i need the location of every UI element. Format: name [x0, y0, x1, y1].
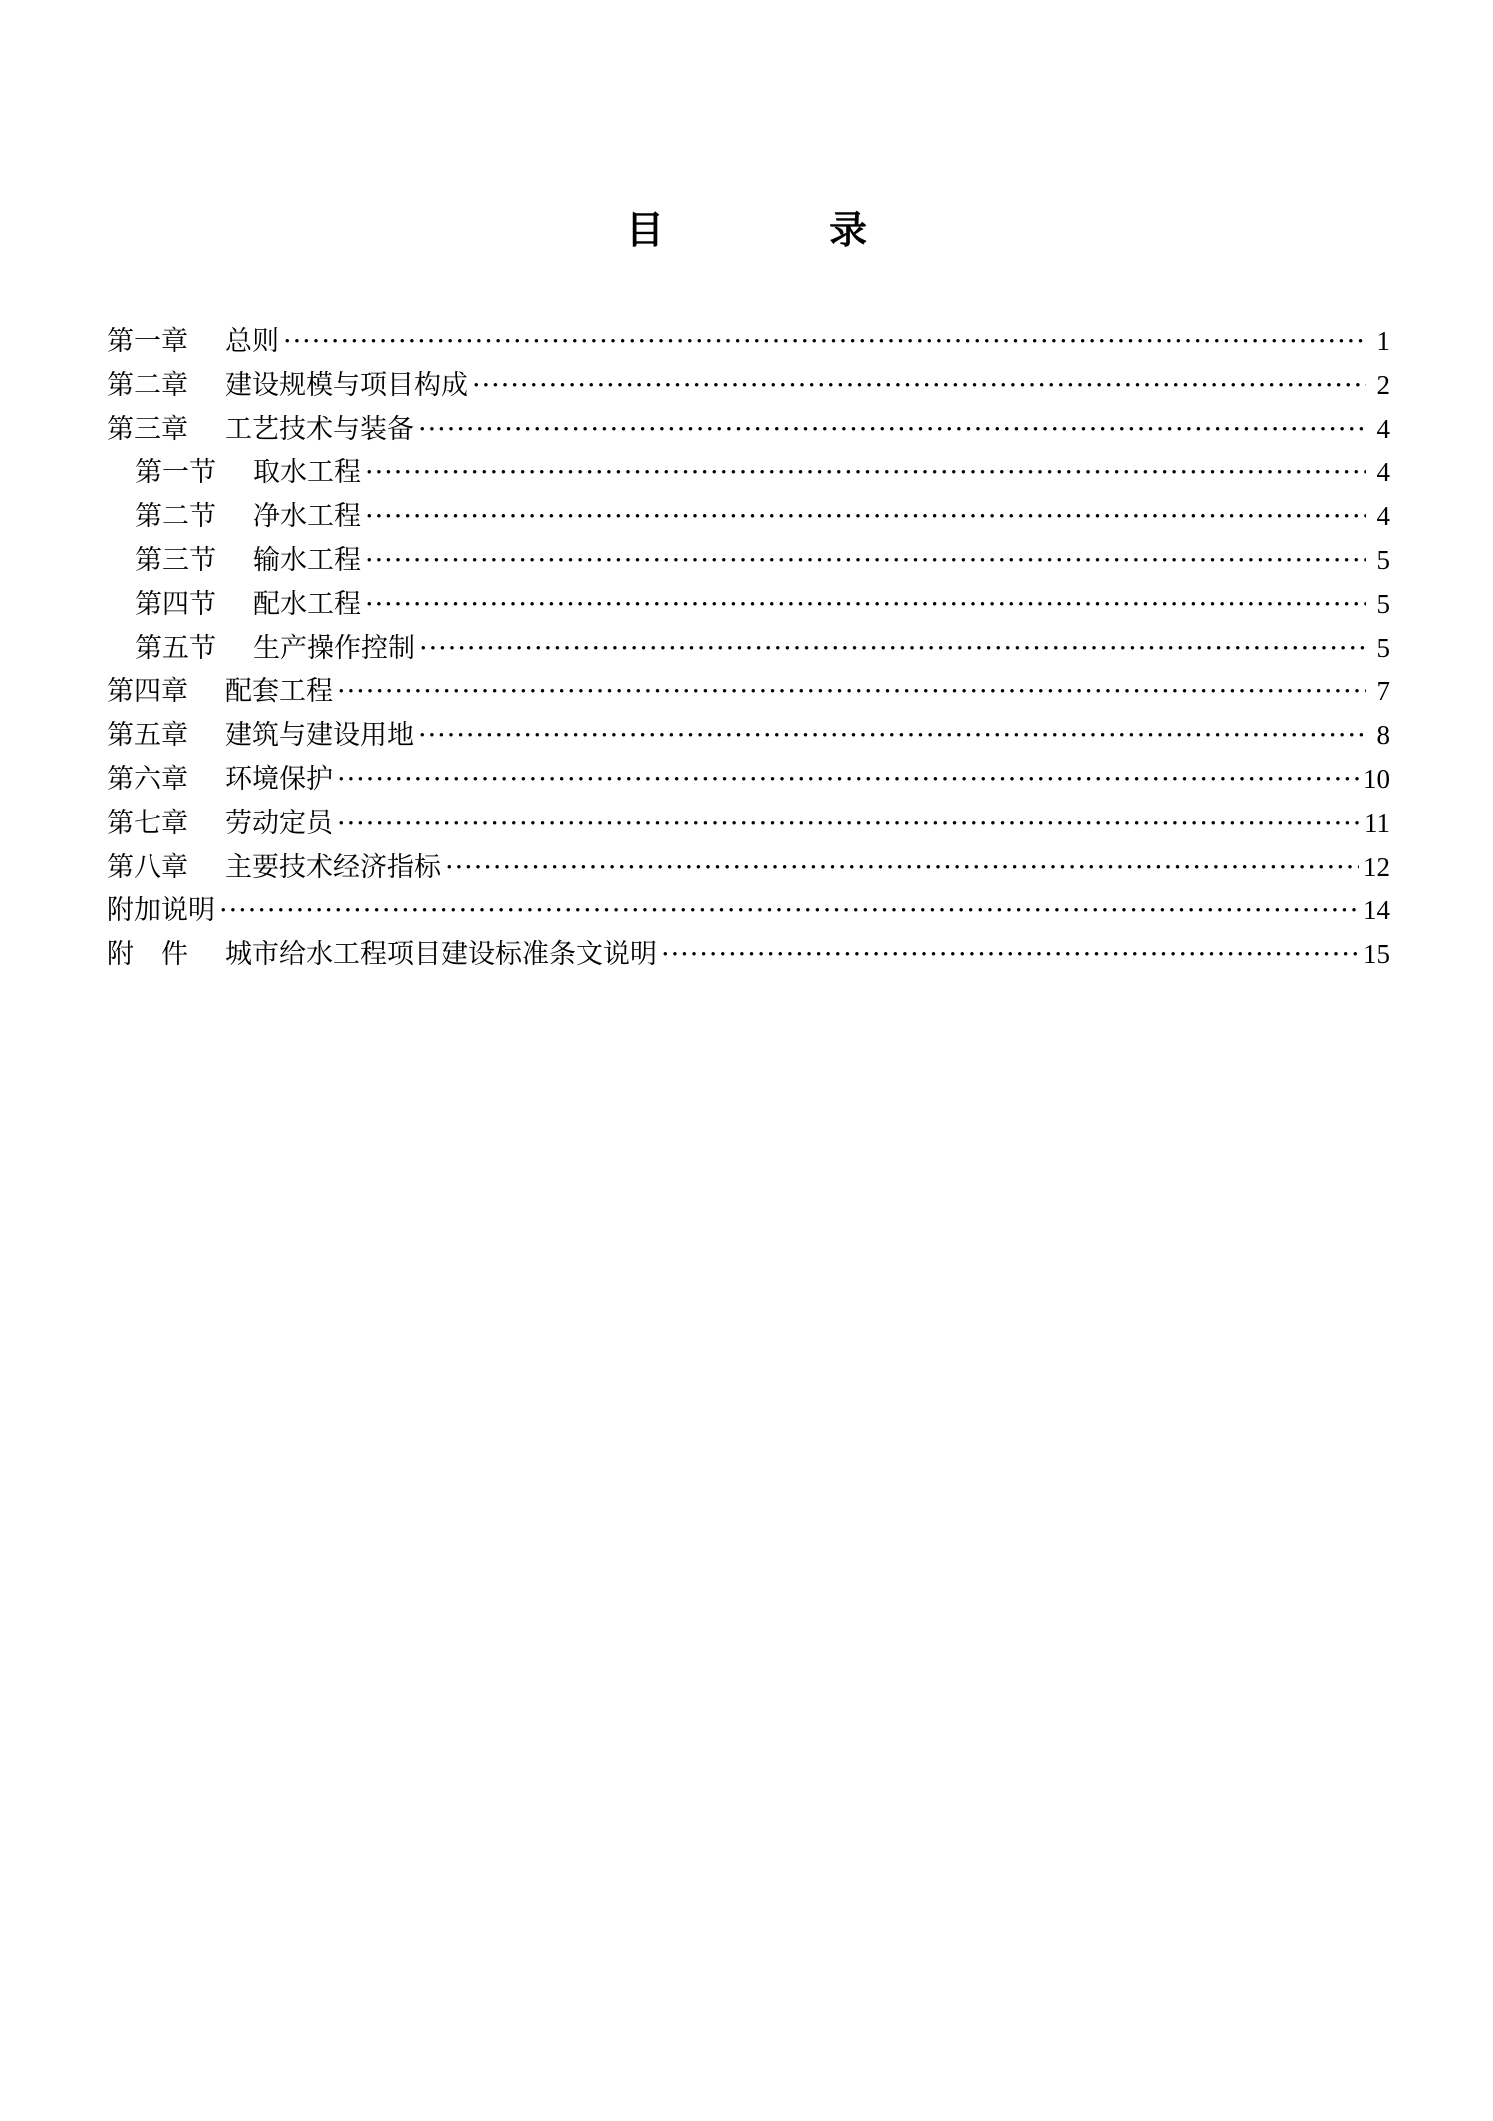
- toc-entry-title: 附加说明: [107, 895, 215, 927]
- toc-title: 目 录: [625, 208, 944, 252]
- toc-subentry[interactable]: [107, 627, 1390, 671]
- dot-leader: [337, 802, 1360, 846]
- toc-entry-title: 净水工程: [253, 501, 361, 533]
- toc-entry-page: 5: [1376, 544, 1390, 575]
- toc-entry-number: 第三章: [107, 413, 188, 445]
- toc-entry-number: 附件: [107, 939, 215, 971]
- toc-entry-number: 第二章: [107, 369, 188, 401]
- toc-entry[interactable]: [107, 889, 1390, 933]
- toc-entry-number: 第六章: [107, 763, 188, 795]
- toc-entry-title: 工艺技术与装备: [225, 413, 414, 445]
- toc-entry-number: 第八章: [107, 851, 188, 883]
- dot-leader: [472, 364, 1366, 408]
- toc-entry-title: 主要技术经济指标: [225, 851, 441, 883]
- toc-entry-number: 第四节: [135, 588, 216, 620]
- dot-leader: [283, 320, 1366, 364]
- toc-entry-page: 4: [1376, 457, 1390, 488]
- toc-subentry[interactable]: [107, 451, 1390, 495]
- toc-entry-title: 配水工程: [253, 588, 361, 620]
- toc-entry-title: 配套工程: [225, 676, 333, 708]
- toc-entry-page: 8: [1376, 720, 1390, 751]
- toc-entry-number: 第一章: [107, 326, 188, 357]
- toc-subentry[interactable]: [107, 539, 1390, 583]
- dot-leader: [661, 933, 1359, 977]
- toc-entry[interactable]: [107, 714, 1390, 758]
- toc-entry[interactable]: [107, 670, 1390, 714]
- dot-leader: [337, 670, 1366, 714]
- toc-entry-title: 环境保护: [225, 763, 333, 795]
- dot-leader: [337, 758, 1359, 802]
- toc-entry-page: 2: [1376, 369, 1390, 400]
- toc-entry-title: 城市给水工程项目建设标准条文说明: [225, 939, 657, 971]
- toc-entry-page: 1: [1376, 326, 1390, 356]
- toc-entry-page: 11: [1364, 807, 1390, 838]
- toc-entry-page: 15: [1363, 939, 1390, 970]
- dot-leader: [365, 451, 1366, 495]
- toc-entry-page: 12: [1363, 851, 1390, 882]
- toc-subentry[interactable]: [107, 495, 1390, 539]
- toc-entry-number: 第五章: [107, 720, 188, 752]
- toc-entry[interactable]: [107, 802, 1390, 846]
- toc-entry-number: 第一节: [135, 457, 216, 489]
- toc-entry[interactable]: [107, 320, 1390, 364]
- toc-entry-page: 4: [1376, 413, 1390, 444]
- toc-entry-title: 取水工程: [253, 457, 361, 489]
- toc-entry-page: 7: [1376, 676, 1390, 707]
- toc-entry-number: 第二节: [135, 501, 216, 533]
- toc-entry[interactable]: [107, 846, 1390, 890]
- toc-entry[interactable]: [107, 364, 1390, 408]
- toc-entry-title: 生产操作控制: [253, 632, 415, 664]
- toc-entry[interactable]: [107, 933, 1390, 977]
- toc-entry-page: 10: [1363, 763, 1390, 794]
- toc-entry-number: 第三节: [135, 544, 216, 576]
- toc-entry-title: 建筑与建设用地: [225, 720, 414, 752]
- toc-entry[interactable]: [107, 408, 1390, 452]
- dot-leader: [365, 495, 1366, 539]
- toc-entry-page: 4: [1376, 501, 1390, 532]
- toc-entry-page: 5: [1376, 588, 1390, 619]
- toc-entry-page: 5: [1376, 632, 1390, 663]
- dot-leader: [219, 889, 1359, 933]
- toc-entry[interactable]: [107, 758, 1390, 802]
- toc-entry-page: 14: [1363, 895, 1390, 926]
- toc-entry-number: 第五节: [135, 632, 216, 664]
- dot-leader: [419, 627, 1366, 671]
- dot-leader: [418, 714, 1366, 758]
- dot-leader: [365, 583, 1366, 627]
- dot-leader: [445, 846, 1359, 890]
- toc-entry-title: 输水工程: [253, 544, 361, 576]
- toc-subentry[interactable]: [107, 583, 1390, 627]
- toc-entry-title: 劳动定员: [225, 807, 333, 839]
- toc-list: [107, 320, 1390, 977]
- toc-entry-number: 第四章: [107, 676, 188, 708]
- toc-entry-title: 建设规模与项目构成: [225, 369, 468, 401]
- toc-entry-number: 第七章: [107, 807, 188, 839]
- toc-entry-title: 总则: [225, 326, 279, 357]
- dot-leader: [418, 408, 1366, 452]
- dot-leader: [365, 539, 1366, 583]
